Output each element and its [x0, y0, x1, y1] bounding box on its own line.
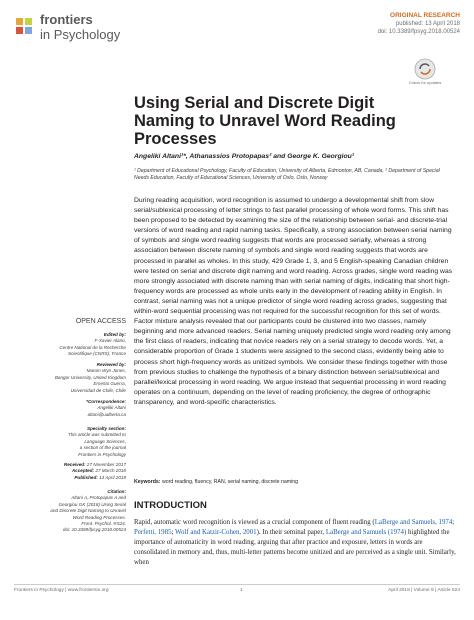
- specialty-text: a section of the journal: [79, 445, 126, 451]
- specialty-section: [14, 426, 126, 458]
- published-label: Published:: [74, 474, 98, 480]
- keywords-list: word reading, fluency, RAN, serial naming, discrete naming: [161, 479, 298, 485]
- article-doi[interactable]: doi: 10.3389/fpsyg.2018.00524: [377, 29, 460, 35]
- footer-journal-link[interactable]: Frontiers in Psychology | www.frontiersin.org: [14, 588, 109, 593]
- article-type: ORIGINAL RESEARCH: [390, 12, 460, 19]
- citation-link[interactable]: LaBerge and Samuels (1974): [325, 529, 407, 537]
- footer-volume: April 2018 | Volume 9 | Article 524: [388, 588, 460, 593]
- edited-by: [14, 332, 126, 358]
- specialty-text: This article was submitted to: [68, 432, 126, 438]
- journal-logo[interactable]: [14, 12, 154, 52]
- keywords: [134, 479, 456, 485]
- introduction-paragraph: [134, 518, 456, 568]
- article-info: [378, 12, 460, 36]
- accepted-date: 27 March 2018: [95, 468, 126, 474]
- frontiers-logo-icon: [14, 16, 36, 38]
- edited-by-heading: Edited by:: [103, 332, 126, 337]
- published-date: published: 13 April 2018: [395, 21, 460, 27]
- journal-section: in Psychology: [40, 27, 121, 42]
- reviewer-name: Ernesto Guerra,: [93, 381, 126, 387]
- specialty-text: Language Sciences,: [84, 438, 126, 444]
- citation: [14, 489, 126, 534]
- reviewer-affiliation: Bangor University, United Kingdom: [54, 374, 126, 380]
- corresponding-email[interactable]: altani@ualberta.ca: [87, 411, 126, 417]
- article-authors: Angeliki Altani¹*, Athanassios Protopapas² and George K. Georgiou¹: [134, 153, 355, 160]
- correspondence-heading: *Correspondence:: [86, 399, 126, 404]
- editor-affiliation: Scientifique (CNRS), France: [68, 351, 126, 357]
- accepted-label: Accepted:: [71, 468, 95, 474]
- intro-text: ;: [452, 519, 455, 526]
- received-label: Received:: [63, 462, 86, 467]
- correspondence: [14, 399, 126, 418]
- published-date-sidebar: 13 April 2018: [99, 474, 126, 480]
- citation-text: Word Reading Processes.: [72, 514, 126, 520]
- intro-text: ). In their seminal paper,: [256, 529, 326, 537]
- editor-affiliation: Centre National de la Recherche: [59, 344, 126, 350]
- article-title: Using Serial and Discrete Digit Naming to Unravel Word Reading Processes: [134, 94, 396, 148]
- intro-text: ;: [171, 529, 176, 537]
- author-affiliations: ¹ Department of Educational Psychology, Faculty of Education, University of Alberta, Edmonton, AB, Canada, ² Department of Special Needs Education, Faculty of Educational Sciences, University of Oslo, Oslo, Norway: [134, 168, 440, 181]
- check-updates-label: Check for updates: [408, 80, 442, 85]
- editor-name: F-Xavier Alario,: [94, 338, 126, 344]
- citation-link[interactable]: Perfetti, 1985: [134, 529, 172, 537]
- corresponding-author: Angeliki Altani: [97, 405, 126, 411]
- received-date: 27 November 2017: [86, 462, 126, 467]
- citation-link[interactable]: LaBerge and Samuels, 1974: [374, 519, 453, 526]
- citation-text: Front. Psychol. 9:524.: [81, 521, 126, 527]
- intro-text: Rapid, automatic word recognition is viewed as a crucial component of fluent reading (: [134, 519, 375, 526]
- check-updates-icon[interactable]: [414, 58, 436, 80]
- citation-text: Altani A, Protopapas A and: [71, 495, 126, 501]
- reviewed-by-heading: Reviewed by:: [96, 362, 126, 367]
- reviewer-name: Manon Wyn Jones,: [86, 368, 126, 374]
- introduction-heading: INTRODUCTION: [134, 500, 207, 511]
- citation-heading: Citation:: [107, 489, 126, 494]
- citation-text: and Discrete Digit Naming to Unravel: [50, 508, 126, 514]
- specialty-text: Frontiers in Psychology: [78, 451, 126, 457]
- open-access-label: OPEN ACCESS: [75, 318, 126, 325]
- reviewer-affiliation: Universidad de Chile, Chile: [70, 387, 126, 393]
- journal-name: frontiers: [40, 12, 93, 27]
- page-number: 1: [240, 588, 243, 593]
- footer-divider: [14, 584, 460, 585]
- reviewed-by: [14, 362, 126, 394]
- abstract: During reading acquisition, word recognition is assumed to undergo a developmental shift from slow serial/sublexical processing of letter strings to fast parallel processing of whole word forms. This shift has been proposed to be detected by examining the size of the relationship between serial- and discrete-trial versions of word reading and rapid naming tasks. Specifically, a strong association between serial naming of symbols and single word reading suggests that words are processed serially, whereas a strong association between discrete naming of symbols and single word reading suggests that words are processed in parallel as wholes. In this study, 429 Grade 1, 3, and 5 English-speaking Canadian children were tested on serial and discrete digit naming and word reading. Across grades, single word reading was more strongly associated with discrete naming than with serial naming of digits, indicating that short high-frequency words are processed as whole units early in the development of reading ability in English. In contrast, serial naming was not a unique predictor of single word reading across grades, suggesting that within-word sequential processing was not required for the successful recognition for this set of words. Factor mixture analysis revealed that our participants could be clustered into two classes, namely beginning and more advanced readers. Serial naming uniquely predicted single word reading only among the first class of readers, indicating that novice readers rely on a serial strategy to decode words. Yet, a considerable proportion of Grade 1 students were assigned to the second class, evidently being able to process short high-frequency words as unitized symbols. We consider these findings together with those from previous studies to challenge the hypothesis of a binary distinction between serial/sublexical and parallel/lexical processing in word reading. We argue instead that sequential processing in word reading operates on a continuum, depending on the level of reading proficiency, the degree of orthographic transparency, and word-specific characteristics.: [134, 197, 453, 406]
- article-dates: [14, 462, 126, 481]
- citation-doi[interactable]: doi: 10.3389/fpsyg.2018.00524: [62, 527, 126, 533]
- keywords-label: Keywords:: [134, 479, 161, 485]
- specialty-heading: Specialty section:: [86, 426, 126, 431]
- intro-text: highlighted the importance of automaticity in word reading, arguing that after practice and exposure, letters in words are consolidated in memory and, thus, multi-letter patterns become unitized and are perceived as a single unit. Similarly, when: [134, 529, 456, 567]
- citation-text: Georgiou GK (2018) Using Serial: [58, 501, 126, 507]
- citation-link[interactable]: Wolf and Katzir-Cohen, 2001: [175, 529, 257, 537]
